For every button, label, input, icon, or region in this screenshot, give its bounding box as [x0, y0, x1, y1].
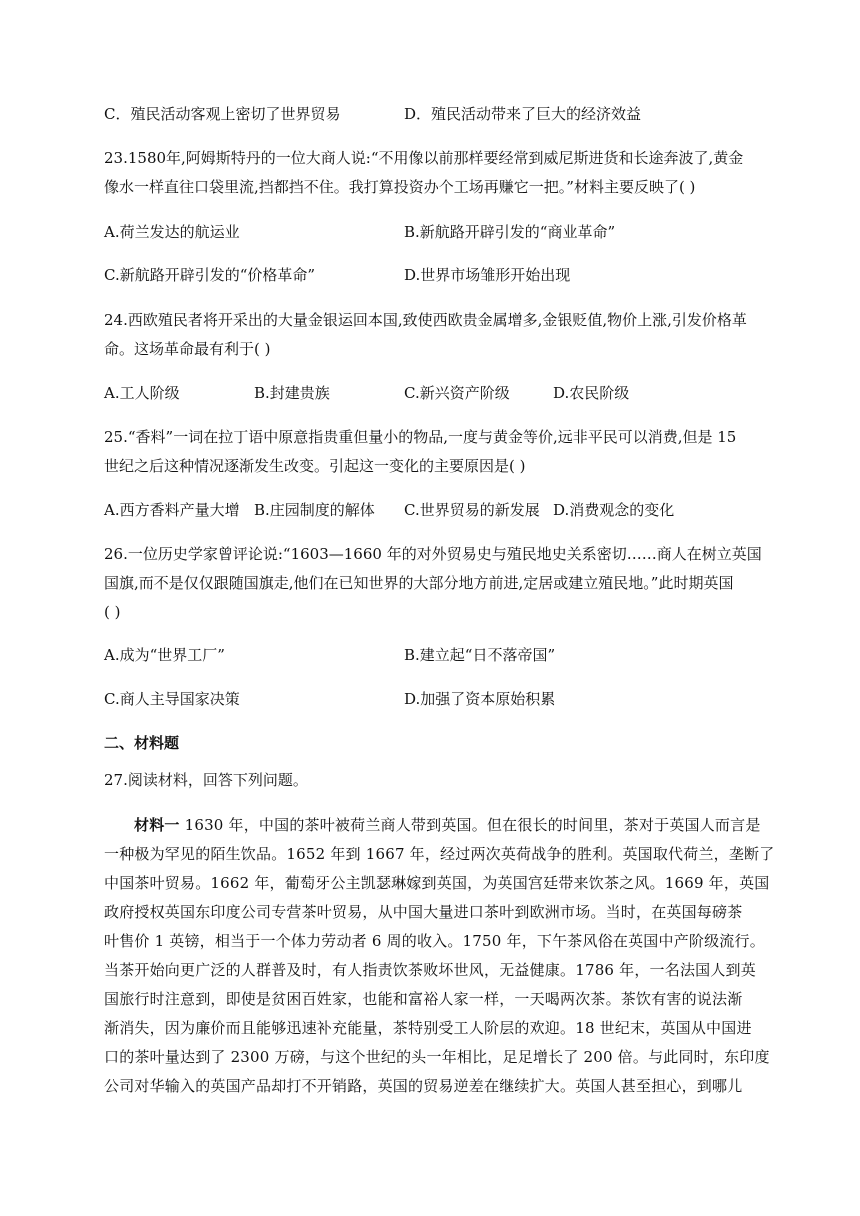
q24-option-b: B.封建贵族	[254, 384, 330, 402]
q26-option-d: D.加强了资本原始积累	[404, 690, 556, 708]
section-title: 二、材料题	[104, 734, 180, 752]
material-line-3: 中国茶叶贸易。1662 年，葡萄牙公主凯瑟琳嫁到英国，为英国宫廷带来饮茶之风。1669 年，英国	[104, 874, 770, 892]
q23-option-a: A.荷兰发达的航运业	[104, 223, 240, 241]
q26-stem-line3: ( )	[104, 603, 121, 621]
q25-stem-line1: 25.“香料”一词在拉丁语中原意指贵重但量小的物品,一度与黄金等价,远非平民可以消费,但是 15	[104, 428, 737, 446]
q23-option-b: B.新航路开辟引发的“商业革命”	[404, 223, 616, 241]
q26-option-a: A.成为“世界工厂”	[104, 646, 225, 664]
q23-option-c: C.新航路开辟引发的“价格革命”	[104, 266, 316, 284]
material-line-10: 公司对华输入的英国产品却打不开销路，英国的贸易逆差在继续扩大。英国人甚至担心，到哪儿	[104, 1077, 743, 1095]
q26-stem-line2: 国旗,而不是仅仅跟随国旗走,他们在已知世界的大部分地方前进,定居或建立殖民地。”此时期英国	[104, 574, 734, 592]
material-line-7: 国旅行时注意到，即使是贫困百姓家，也能和富裕人家一样，一天喝两次茶。茶饮有害的说法渐	[104, 990, 743, 1008]
prev-option-d: D．殖民活动带来了巨大的经济效益	[404, 105, 642, 123]
q27-stem: 27.阅读材料，回答下列问题。	[104, 771, 308, 789]
material-line-6: 当茶开始向更广泛的人群普及时，有人指责饮茶败坏世风，无益健康。1786 年，一名法国人到英	[104, 961, 756, 979]
q24-option-d: D.农民阶级	[553, 384, 630, 402]
material-line-1	[134, 815, 794, 835]
material-line-9: 口的茶叶量达到了 2300 万磅，与这个世纪的头一年相比，足足增长了 200 倍。与此同时，东印度	[104, 1048, 770, 1066]
material-line-8: 渐消失，因为廉价而且能够迅速补充能量，茶特别受工人阶层的欢迎。18 世纪末，英国从中国进	[104, 1019, 752, 1037]
q24-stem-line1: 24.西欧殖民者将开采出的大量金银运回本国,致使西欧贵金属增多,金银贬值,物价上涨,引发价格革	[104, 311, 747, 329]
q25-option-b: B.庄园制度的解体	[254, 501, 375, 519]
material-line-2: 一种极为罕见的陌生饮品。1652 年到 1667 年，经过两次英荷战争的胜利。英国取代荷兰，垄断了	[104, 845, 775, 863]
q25-option-a: A.西方香料产量大增	[104, 501, 240, 519]
q25-option-d: D.消费观念的变化	[553, 501, 675, 519]
q23-stem-line1: 23.1580年,阿姆斯特丹的一位大商人说:“不用像以前那样要经常到威尼斯进货和长途奔波了,黄金	[104, 149, 744, 167]
q24-option-a: A.工人阶级	[104, 384, 180, 402]
q24-stem-line2: 命。这场革命最有利于( )	[104, 340, 271, 358]
material-line-1-text: 1630 年，中国的茶叶被荷兰商人带到英国。但在很长的时间里，茶对于英国人而言是	[179, 816, 761, 834]
q23-option-d: D.世界市场雏形开始出现	[404, 266, 571, 284]
q24-option-c: C.新兴资产阶级	[404, 384, 510, 402]
q25-option-c: C.世界贸易的新发展	[404, 501, 540, 519]
material-line-5: 叶售价 1 英镑，相当于一个体力劳动者 6 周的收入。1750 年，下午茶风俗在英国中产阶级流行。	[104, 932, 765, 950]
q23-stem-line2: 像水一样直往口袋里流,挡都挡不住。我打算投资办个工场再赚它一把。”材料主要反映了( )	[104, 178, 696, 196]
prev-option-c: C．殖民活动客观上密切了世界贸易	[104, 105, 341, 123]
material-label: 材料一	[134, 816, 180, 834]
q26-option-c: C.商人主导国家决策	[104, 690, 240, 708]
q26-option-b: B.建立起“日不落帝国”	[404, 646, 556, 664]
q25-stem-line2: 世纪之后这种情况逐渐发生改变。引起这一变化的主要原因是( )	[104, 457, 526, 475]
q26-stem-line1: 26.一位历史学家曾评论说:“1603—1660 年的对外贸易史与殖民地史关系密切……商人在树立英国	[104, 545, 762, 563]
material-line-4: 政府授权英国东印度公司专营茶叶贸易，从中国大量进口茶叶到欧洲市场。当时，在英国每磅茶	[104, 903, 743, 921]
